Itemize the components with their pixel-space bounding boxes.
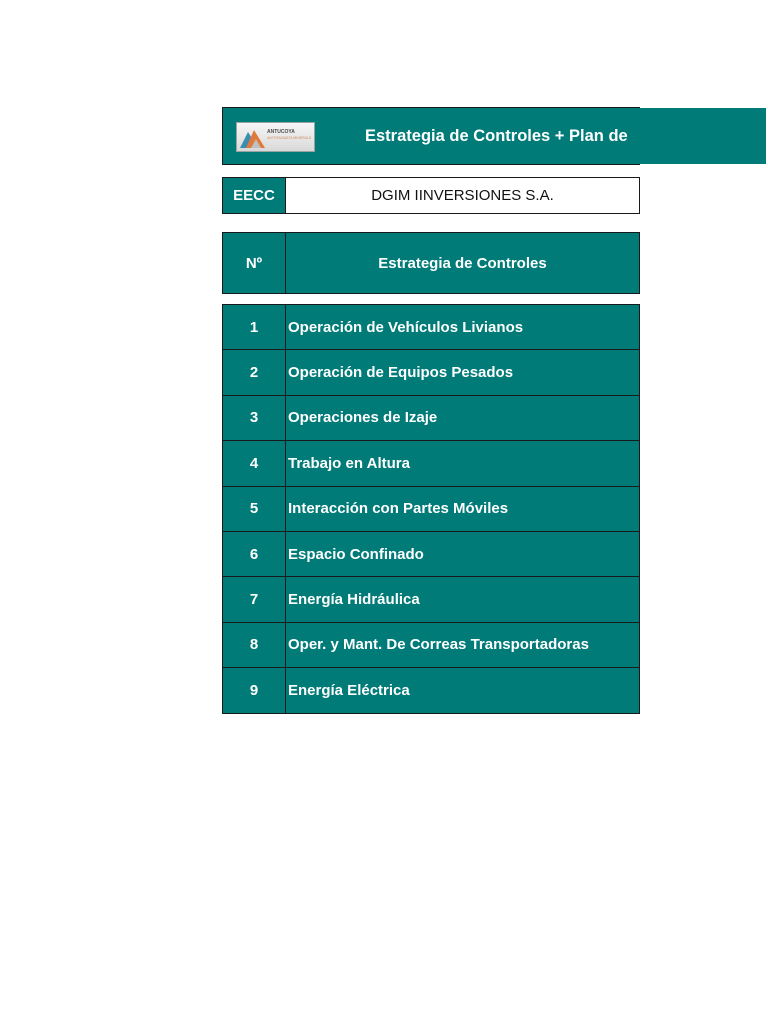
table-row: [223, 532, 639, 577]
row-strategy: Oper. y Mant. De Correas Transportadoras: [288, 636, 589, 654]
strategy-table: [222, 304, 640, 714]
row-strategy: Energía Eléctrica: [288, 681, 410, 699]
table-row: [223, 441, 639, 486]
title-bar-extension: [640, 108, 766, 164]
table-row: [223, 305, 639, 350]
table-row: [223, 350, 639, 395]
table-row: [223, 396, 639, 441]
row-number: 7: [223, 577, 286, 621]
row-number: 5: [223, 487, 286, 531]
table-row: [223, 668, 639, 713]
page-title: Estrategia de Controles + Plan de: [365, 127, 628, 145]
eecc-label: EECC: [222, 177, 286, 214]
logo-name: ANTUCOYA: [267, 129, 295, 135]
mountain-logo-icon: [239, 126, 267, 150]
row-strategy: Interacción con Partes Móviles: [288, 500, 509, 518]
table-row: [223, 577, 639, 622]
row-strategy: Operaciones de Izaje: [288, 409, 438, 427]
row-number: 3: [223, 396, 286, 440]
header-number: Nº: [222, 232, 286, 294]
table-row: [223, 487, 639, 532]
eecc-value: DGIM IINVERSIONES S.A.: [285, 177, 640, 214]
header-strategy: Estrategia de Controles: [285, 232, 640, 294]
row-number: 9: [223, 668, 286, 712]
row-strategy: Operación de Equipos Pesados: [288, 364, 514, 382]
row-strategy: Espacio Confinado: [288, 545, 424, 563]
row-strategy: Operación de Vehículos Livianos: [288, 318, 524, 336]
logo-subtitle: ANTOFAGASTA MINERALS: [267, 136, 312, 140]
row-number: 8: [223, 623, 286, 667]
row-number: 6: [223, 532, 286, 576]
row-strategy: Trabajo en Altura: [288, 454, 410, 472]
row-number: 2: [223, 350, 286, 394]
row-strategy: Energía Hidráulica: [288, 591, 420, 609]
row-number: 1: [223, 305, 286, 349]
table-row: [223, 623, 639, 668]
company-logo: [236, 122, 315, 152]
row-number: 4: [223, 441, 286, 485]
